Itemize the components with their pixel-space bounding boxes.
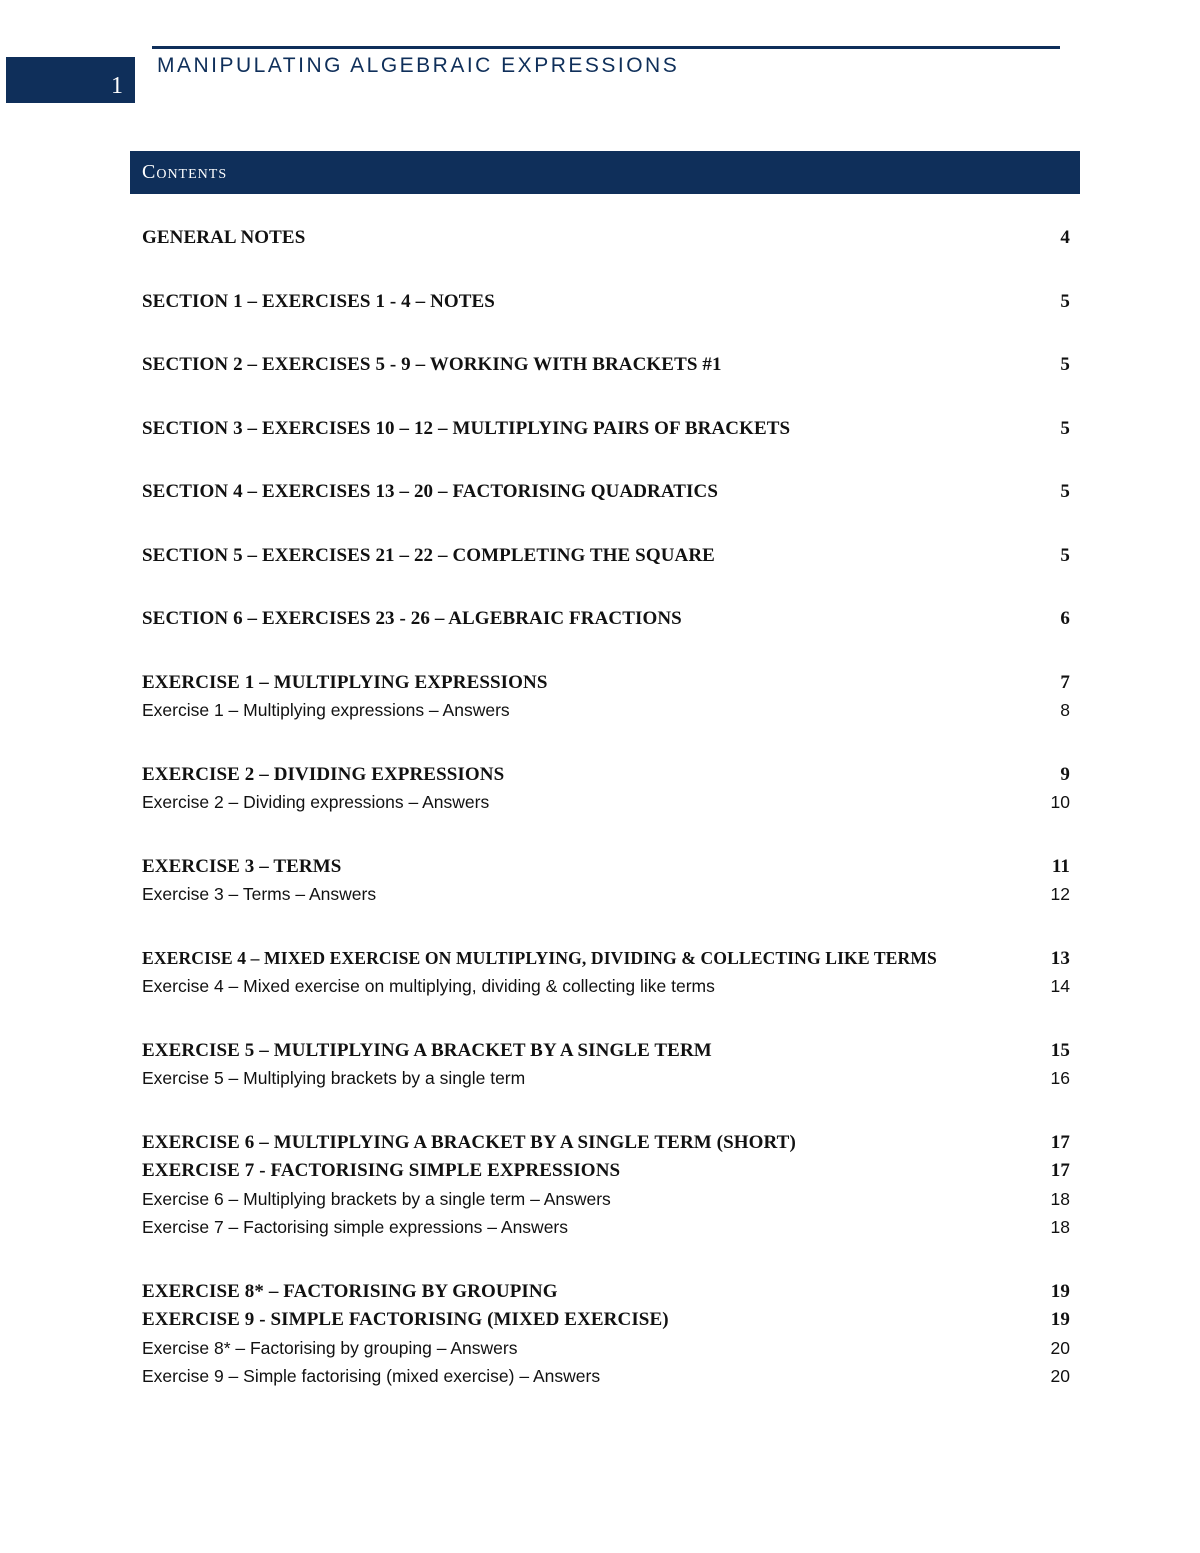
toc-entry-title: SECTION 4 – EXERCISES 13 – 20 – FACTORISING QUADRATICS xyxy=(142,481,719,502)
toc-entry-title: EXERCISE 5 – MULTIPLYING A BRACKET BY A SINGLE TERM xyxy=(142,1039,712,1061)
toc-entry-page-number: 5 xyxy=(1060,290,1070,312)
toc-entry-title: GENERAL NOTES xyxy=(142,227,306,248)
toc-entry-subheading[interactable] xyxy=(142,700,1070,729)
toc-entry-title: Exercise 8* – Factorising by grouping – Answers xyxy=(142,1337,518,1358)
toc-entry-page-number: 9 xyxy=(1060,763,1070,785)
toc-entry-page-number: 15 xyxy=(1050,1039,1070,1061)
toc-entry-title: Exercise 7 – Factorising simple expressions – Answers xyxy=(142,1217,569,1237)
toc-entry-title: EXERCISE 3 – TERMS xyxy=(142,855,342,877)
toc-entry-title: EXERCISE 4 – MIXED EXERCISE ON MULTIPLYING, DIVIDING & COLLECTING LIKE TERMS xyxy=(142,947,937,968)
toc-entry-title: SECTION 2 – EXERCISES 5 - 9 – WORKING WITH BRACKETS #1 xyxy=(142,354,722,375)
toc-entry-page-number: 5 xyxy=(1060,417,1070,439)
toc-group xyxy=(142,948,1070,1005)
contents-heading: Contents xyxy=(142,161,228,183)
toc-entry-heading[interactable] xyxy=(142,354,1070,383)
toc-entry-title: Exercise 5 – Multiplying brackets by a single term xyxy=(142,1068,526,1088)
toc-entry-heading[interactable] xyxy=(142,1281,1070,1310)
page-number: 1 xyxy=(111,73,123,99)
toc-group xyxy=(142,418,1070,447)
toc-entry-page-number: 20 xyxy=(1050,1337,1070,1358)
toc-entry-title: SECTION 1 – EXERCISES 1 - 4 – NOTES xyxy=(142,290,495,312)
toc-entry-subheading[interactable] xyxy=(142,1217,1070,1246)
toc-entry-page-number: 20 xyxy=(1050,1366,1070,1386)
toc-group xyxy=(142,227,1070,256)
toc-entry-subheading[interactable] xyxy=(142,976,1070,1005)
toc-entry-heading[interactable] xyxy=(142,291,1070,320)
toc-entry-title: Exercise 2 – Dividing expressions – Answers xyxy=(142,792,490,812)
toc-entry-heading[interactable] xyxy=(142,948,1070,977)
toc-entry-title: Exercise 3 – Terms – Answers xyxy=(142,884,377,904)
toc-entry-page-number: 19 xyxy=(1050,1309,1070,1330)
toc-entry-title: EXERCISE 8* – FACTORISING BY GROUPING xyxy=(142,1280,558,1302)
toc-entry-page-number: 17 xyxy=(1050,1131,1070,1153)
toc-group xyxy=(142,354,1070,383)
toc-entry-page-number: 18 xyxy=(1050,1217,1070,1237)
toc-entry-page-number: 7 xyxy=(1060,671,1070,693)
toc-entry-heading[interactable] xyxy=(142,418,1070,447)
toc-entry-heading[interactable] xyxy=(142,1132,1070,1161)
toc-entry-subheading[interactable] xyxy=(142,884,1070,913)
toc-group xyxy=(142,1040,1070,1097)
toc-entry-heading[interactable] xyxy=(142,481,1070,510)
toc-group xyxy=(142,1281,1070,1395)
toc-entry-title: Exercise 4 – Mixed exercise on multiplying, dividing & collecting like terms xyxy=(142,976,715,996)
toc-entry-title: Exercise 6 – Multiplying brackets by a single term – Answers xyxy=(142,1188,611,1209)
toc-entry-page-number: 6 xyxy=(1060,608,1070,629)
toc-entry-page-number: 13 xyxy=(1050,947,1070,969)
toc-entry-heading[interactable] xyxy=(142,764,1070,793)
toc-entry-title: Exercise 1 – Multiplying expressions – Answers xyxy=(142,700,510,720)
toc-entry-title: SECTION 5 – EXERCISES 21 – 22 – COMPLETING THE SQUARE xyxy=(142,544,715,566)
toc-entry-page-number: 10 xyxy=(1050,792,1070,812)
toc-entry-page-number: 17 xyxy=(1050,1160,1070,1181)
toc-entry-page-number: 14 xyxy=(1050,976,1070,996)
toc-entry-title: EXERCISE 6 – MULTIPLYING A BRACKET BY A SINGLE TERM (SHORT) xyxy=(142,1131,796,1153)
header-rule xyxy=(152,46,1060,49)
toc-entry-title: EXERCISE 2 – DIVIDING EXPRESSIONS xyxy=(142,763,505,785)
toc-entry-title: EXERCISE 1 – MULTIPLYING EXPRESSIONS xyxy=(142,671,548,693)
toc-entry-title: SECTION 3 – EXERCISES 10 – 12 – MULTIPLYING PAIRS OF BRACKETS xyxy=(142,417,791,439)
contents-heading-bar xyxy=(130,151,1080,194)
toc-entry-heading[interactable] xyxy=(142,1040,1070,1069)
toc-entry-page-number: 5 xyxy=(1060,354,1070,375)
toc-entry-heading[interactable] xyxy=(142,672,1070,701)
toc-entry-subheading[interactable] xyxy=(142,1068,1070,1097)
toc-entry-title: Exercise 9 – Simple factorising (mixed exercise) – Answers xyxy=(142,1366,601,1386)
toc-group xyxy=(142,481,1070,510)
toc-group xyxy=(142,291,1070,320)
toc-entry-subheading[interactable] xyxy=(142,792,1070,821)
toc-group xyxy=(142,608,1070,637)
toc-entry-page-number: 18 xyxy=(1050,1188,1070,1209)
toc-entry-page-number: 11 xyxy=(1051,855,1070,877)
toc-entry-page-number: 12 xyxy=(1050,884,1070,904)
toc-entry-title: EXERCISE 7 - FACTORISING SIMPLE EXPRESSIONS xyxy=(142,1160,621,1181)
toc-entry-title: SECTION 6 – EXERCISES 23 - 26 – ALGEBRAIC FRACTIONS xyxy=(142,608,682,629)
toc-entry-heading[interactable] xyxy=(142,856,1070,885)
toc-entry-page-number: 4 xyxy=(1060,227,1070,248)
toc-group xyxy=(142,672,1070,729)
toc-entry-subheading[interactable] xyxy=(142,1366,1070,1395)
toc-entry-page-number: 5 xyxy=(1060,481,1070,502)
toc-entry-page-number: 16 xyxy=(1050,1068,1070,1088)
toc-entry-subheading[interactable] xyxy=(142,1189,1070,1218)
toc-group xyxy=(142,1132,1070,1246)
toc-group xyxy=(142,856,1070,913)
table-of-contents xyxy=(142,227,1070,1430)
toc-group xyxy=(142,764,1070,821)
toc-entry-heading[interactable] xyxy=(142,1309,1070,1338)
toc-entry-page-number: 19 xyxy=(1050,1280,1070,1302)
toc-entry-heading[interactable] xyxy=(142,227,1070,256)
toc-entry-subheading[interactable] xyxy=(142,1338,1070,1367)
toc-entry-heading[interactable] xyxy=(142,545,1070,574)
toc-entry-page-number: 8 xyxy=(1060,700,1070,720)
page-number-box xyxy=(6,57,135,103)
toc-group xyxy=(142,545,1070,574)
toc-entry-title: EXERCISE 9 - SIMPLE FACTORISING (MIXED EXERCISE) xyxy=(142,1309,669,1330)
toc-entry-page-number: 5 xyxy=(1060,544,1070,566)
document-title: MANIPULATING ALGEBRAIC EXPRESSIONS xyxy=(157,54,680,77)
toc-entry-heading[interactable] xyxy=(142,608,1070,637)
toc-entry-heading[interactable] xyxy=(142,1160,1070,1189)
